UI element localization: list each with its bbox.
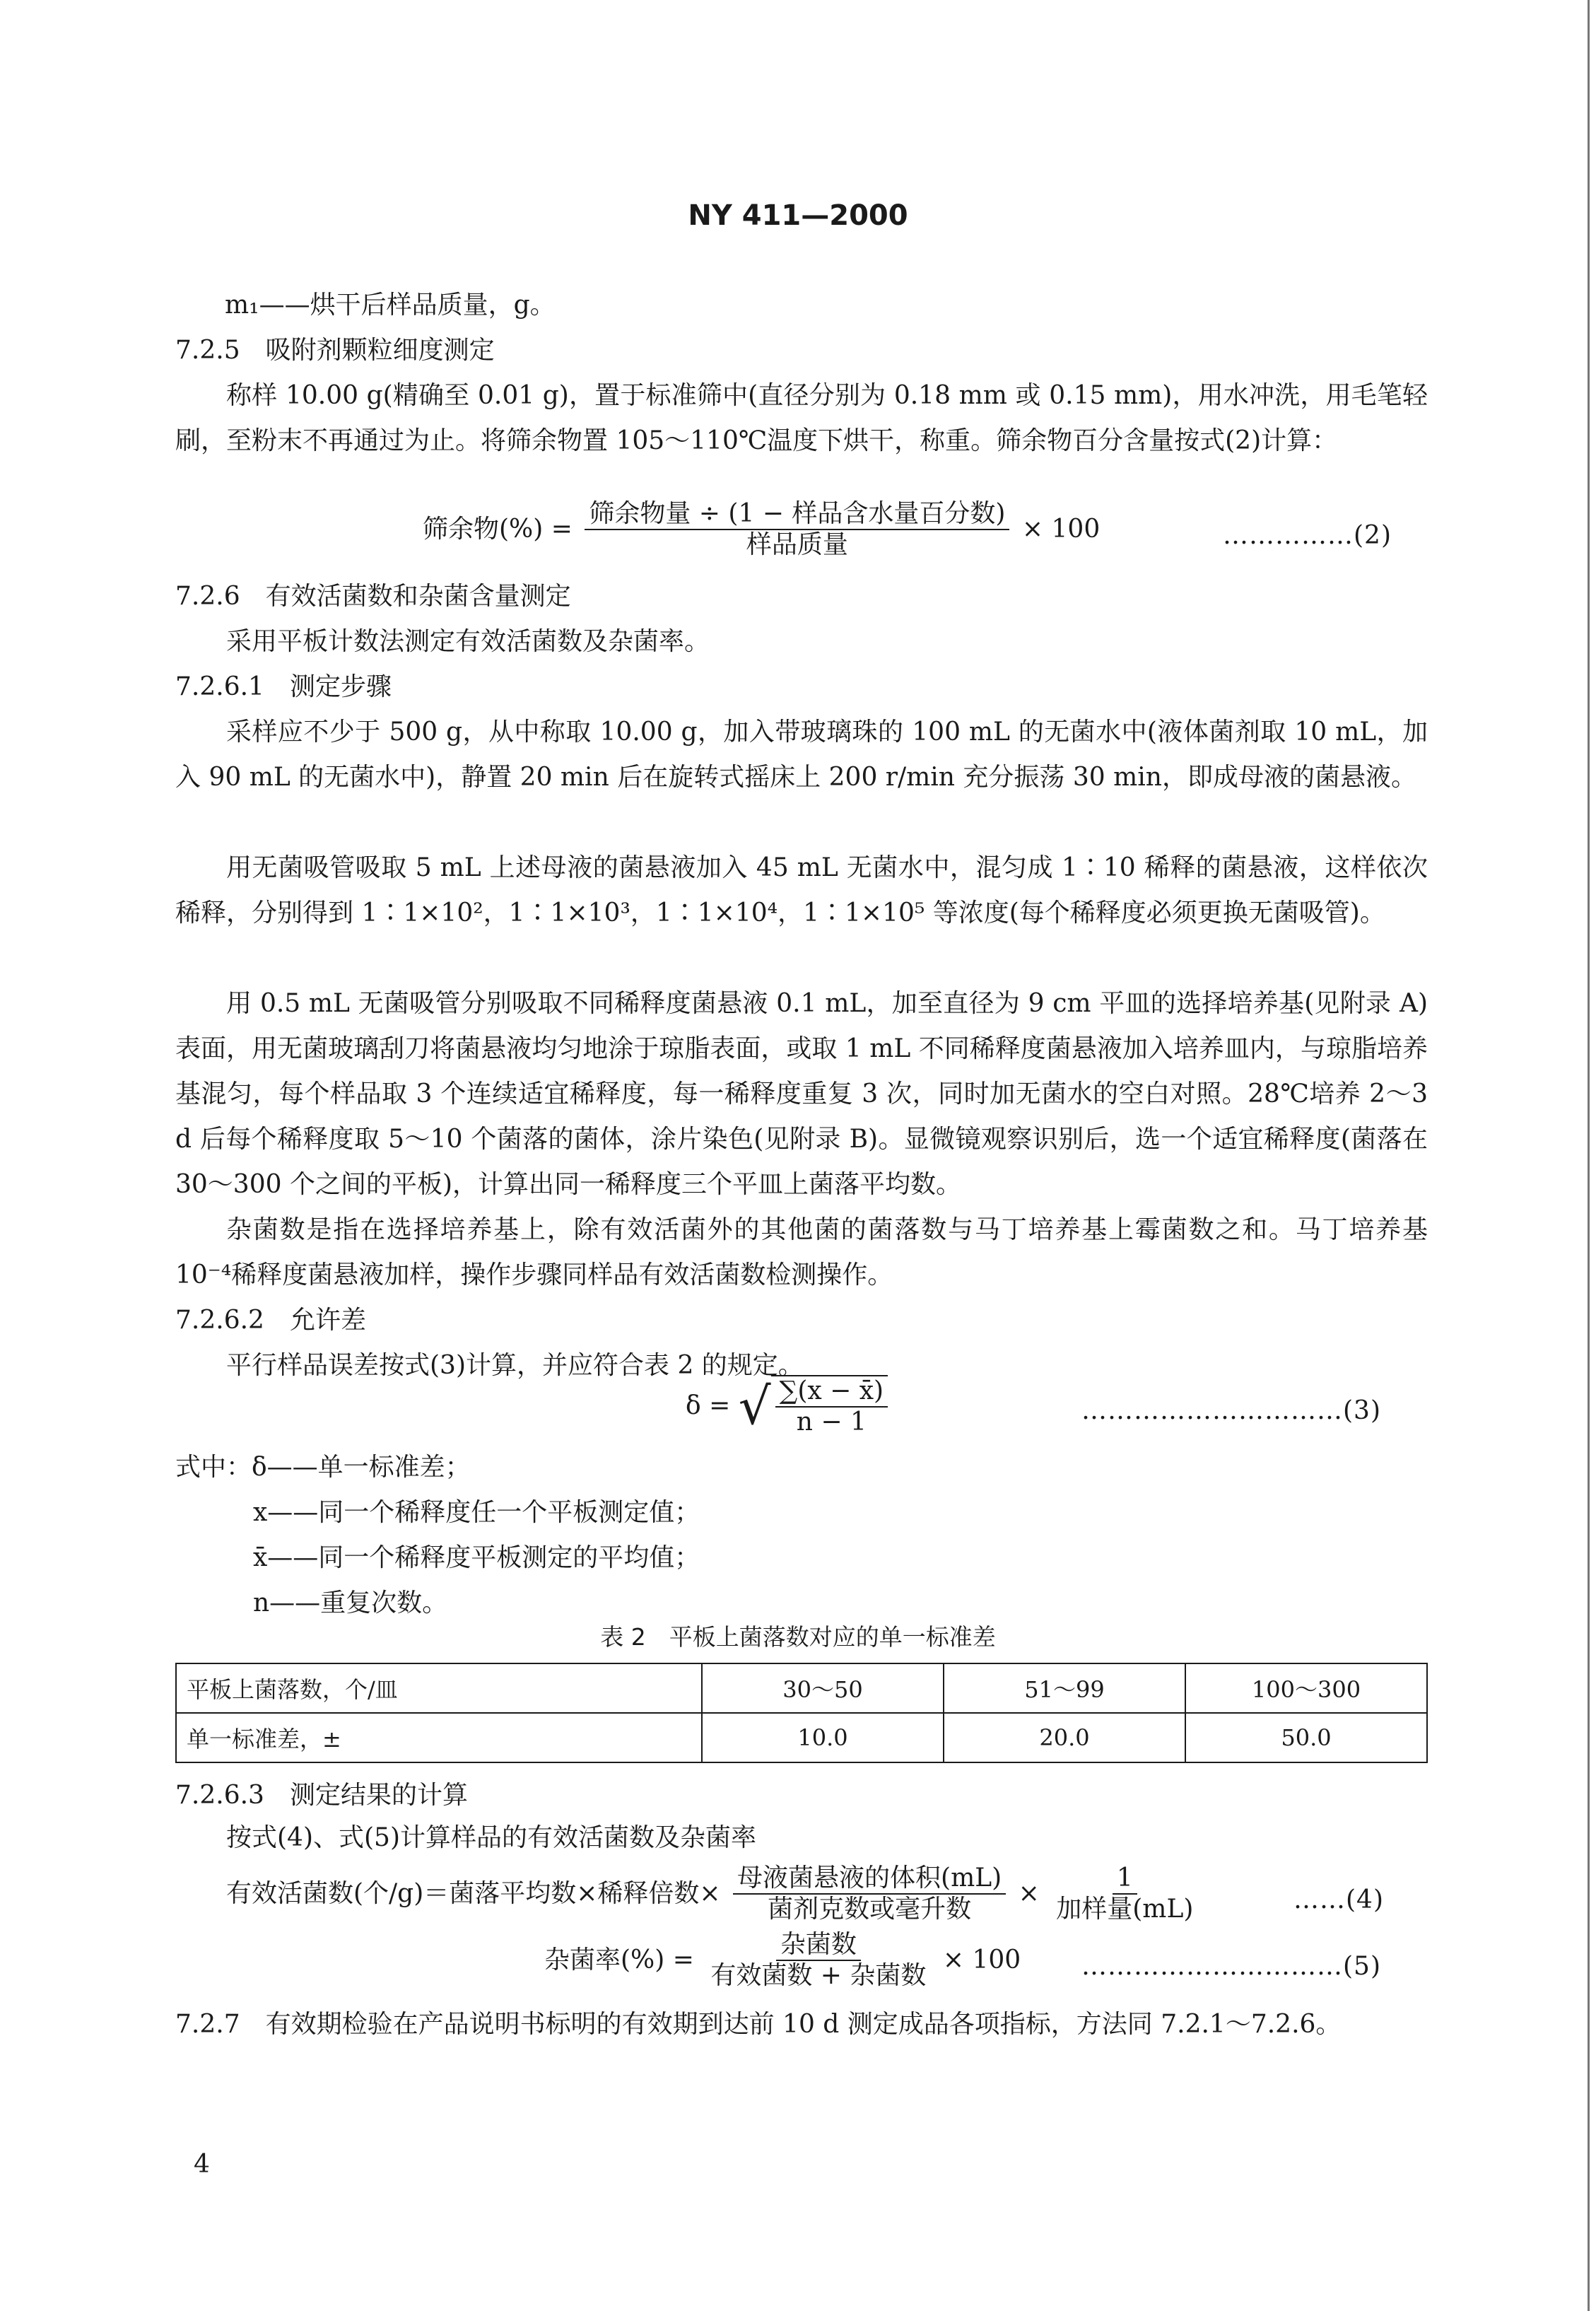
section-7-2-6-1-p1: 采样应不少于 500 g，从中称取 10.00 g，加入带玻璃珠的 100 mL 的无菌水中(液体菌剂取 10 mL，加入 90 mL 的无菌水中)，静置 20 min 后在旋转式摇床上 200 r/min 充分振荡 30 min，即成母液的菌悬液。 [175, 718, 1428, 792]
page-number: 4 [194, 2150, 210, 2179]
equation-2 [423, 499, 1100, 560]
eq5-denominator: 有效菌数 + 杂菌数 [710, 1961, 927, 1990]
equation-4 [226, 1864, 1202, 1924]
table-cell: 50.0 [1185, 1713, 1427, 1762]
eq4-numerator-1: 母液菌悬液的体积(mL) [733, 1864, 1006, 1895]
eq3-number: …………………………(3) [1081, 1396, 1381, 1425]
eq5-rhs: × 100 [942, 1946, 1021, 1974]
table-2 [175, 1663, 1428, 1763]
table-cell: 51～99 [944, 1663, 1185, 1713]
eq5-fraction [706, 1930, 930, 1991]
table-cell: 30～50 [702, 1663, 944, 1713]
eq3-sqrt [739, 1374, 888, 1438]
eq4-fraction-2 [1052, 1864, 1197, 1924]
eq4-denominator-1: 菌剂克数或毫升数 [768, 1895, 972, 1924]
where-line-2: x——同一个稀释度任一个平板测定值； [253, 1498, 700, 1527]
page-header: NY 411—2000 [688, 199, 908, 232]
table-2-caption: 表 2 平板上菌落数对应的单一标准差 [600, 1623, 996, 1651]
section-7-2-6-2-heading: 7.2.6.2 允许差 [175, 1306, 366, 1335]
eq2-fraction [585, 499, 1009, 560]
eq3-numerator: ∑(x − x̄) [775, 1376, 888, 1408]
section-7-2-6-2-paragraph: 平行样品误差按式(3)计算，并应符合表 2 的规定。 [226, 1351, 804, 1380]
eq4-lhs: 有效活菌数(个/g)＝菌落平均数×稀释倍数× [226, 1879, 721, 1908]
eq2-denominator: 样品质量 [746, 530, 848, 559]
eq3-fraction [771, 1375, 888, 1437]
eq4-number: ……(4) [1293, 1885, 1384, 1914]
eq3-lhs: δ = [686, 1391, 731, 1420]
sqrt-icon: √ [738, 1376, 771, 1436]
table-cell: 20.0 [944, 1713, 1185, 1762]
eq5-number: …………………………(5) [1081, 1952, 1381, 1981]
eq4-denominator-2: 加样量(mL) [1056, 1895, 1194, 1924]
section-7-2-6-heading: 7.2.6 有效活菌数和杂菌含量测定 [175, 582, 571, 611]
eq5-lhs: 杂菌率(%) = [544, 1946, 694, 1974]
where-line-3: x̄——同一个稀释度平板测定的平均值； [253, 1543, 700, 1572]
equation-3 [686, 1374, 888, 1438]
eq5-numerator: 杂菌数 [776, 1930, 861, 1961]
eq4-fraction-1 [733, 1864, 1006, 1924]
table-cell: 平板上菌落数，个/皿 [176, 1663, 702, 1713]
table-row [176, 1713, 1427, 1762]
table-row [176, 1663, 1427, 1713]
eq2-rhs: × 100 [1021, 515, 1101, 544]
eq2-lhs: 筛余物(%) = [423, 515, 573, 544]
section-7-2-7: 7.2.7 有效期检验在产品说明书标明的有效期到达前 10 d 测定成品各项指标，方法同 7.2.1～7.2.6。 [175, 2010, 1342, 2039]
section-7-2-6-1-p4: 杂菌数是指在选择培养基上，除有效活菌外的其他菌的菌落数与马丁培养基上霉菌数之和。马丁培养基 10⁻⁴稀释度菌悬液加样，操作步骤同样品有效活菌数检测操作。 [175, 1215, 1428, 1289]
section-7-2-6-paragraph: 采用平板计数法测定有效活菌数及杂菌率。 [226, 627, 710, 656]
table-cell: 单一标准差，± [176, 1713, 702, 1762]
section-7-2-6-1-p2: 用无菌吸管吸取 5 mL 上述母液的菌悬液加入 45 mL 无菌水中，混匀成 1∶10 稀释的菌悬液，这样依次稀释，分别得到 1∶1×10²，1∶1×10³，1∶1×10⁴，1∶1×10⁵ 等浓度(每个稀释度必须更换无菌吸管)。 [175, 853, 1428, 928]
section-7-2-6-3-paragraph: 按式(4)、式(5)计算样品的有效活菌数及杂菌率 [226, 1823, 756, 1852]
eq4-numerator-2: 1 [1113, 1864, 1137, 1895]
scan-edge-line [1588, 0, 1590, 2311]
section-7-2-6-1-p3: 用 0.5 mL 无菌吸管分别吸取不同稀释度菌悬液 0.1 mL，加至直径为 9 cm 平皿的选择培养基(见附录 A)表面，用无菌玻璃刮刀将菌悬液均匀地涂于琼脂表面，或取 1 mL 不同稀释度菌悬液加入培养皿内，与琼脂培养基混匀，每个样品取 3 个连续适宜稀释度，每一稀释度重复 3 次，同时加无菌水的空白对照。28℃培养 2～3 d 后每个稀释度取 5～10 个菌落的菌体，涂片染色(见附录 B)。显微镜观察识别后，选一个适宜稀释度(菌落在 30～300 个之间的平板)，计算出同一稀释度三个平皿上菌落平均数。 [175, 989, 1428, 1199]
eq3-denominator: n − 1 [796, 1408, 867, 1437]
m1-definition: m₁——烘干后样品质量，g。 [225, 291, 556, 320]
eq2-numerator: 筛余物量 ÷ (1 − 样品含水量百分数) [585, 499, 1009, 530]
where-line-1: 式中：δ——单一标准差； [175, 1453, 471, 1482]
where-line-4: n——重复次数。 [253, 1589, 448, 1617]
section-7-2-6-1-heading: 7.2.6.1 测定步骤 [175, 672, 392, 701]
eq4-mid: × [1018, 1879, 1040, 1908]
table-cell: 10.0 [702, 1713, 944, 1762]
equation-5 [544, 1930, 1021, 1991]
section-7-2-5-heading: 7.2.5 吸附剂颗粒细度测定 [175, 336, 495, 365]
table-cell: 100～300 [1185, 1663, 1427, 1713]
section-7-2-5-paragraph: 称样 10.00 g(精确至 0.01 g)，置于标准筛中(直径分别为 0.18 mm 或 0.15 mm)，用水冲洗，用毛笔轻刷，至粉末不再通过为止。将筛余物置 105～110℃温度下烘干，称重。筛余物百分含量按式(2)计算： [175, 381, 1428, 455]
section-7-2-6-3-heading: 7.2.6.3 测定结果的计算 [175, 1781, 468, 1810]
eq2-number: ……………(2) [1223, 521, 1392, 550]
